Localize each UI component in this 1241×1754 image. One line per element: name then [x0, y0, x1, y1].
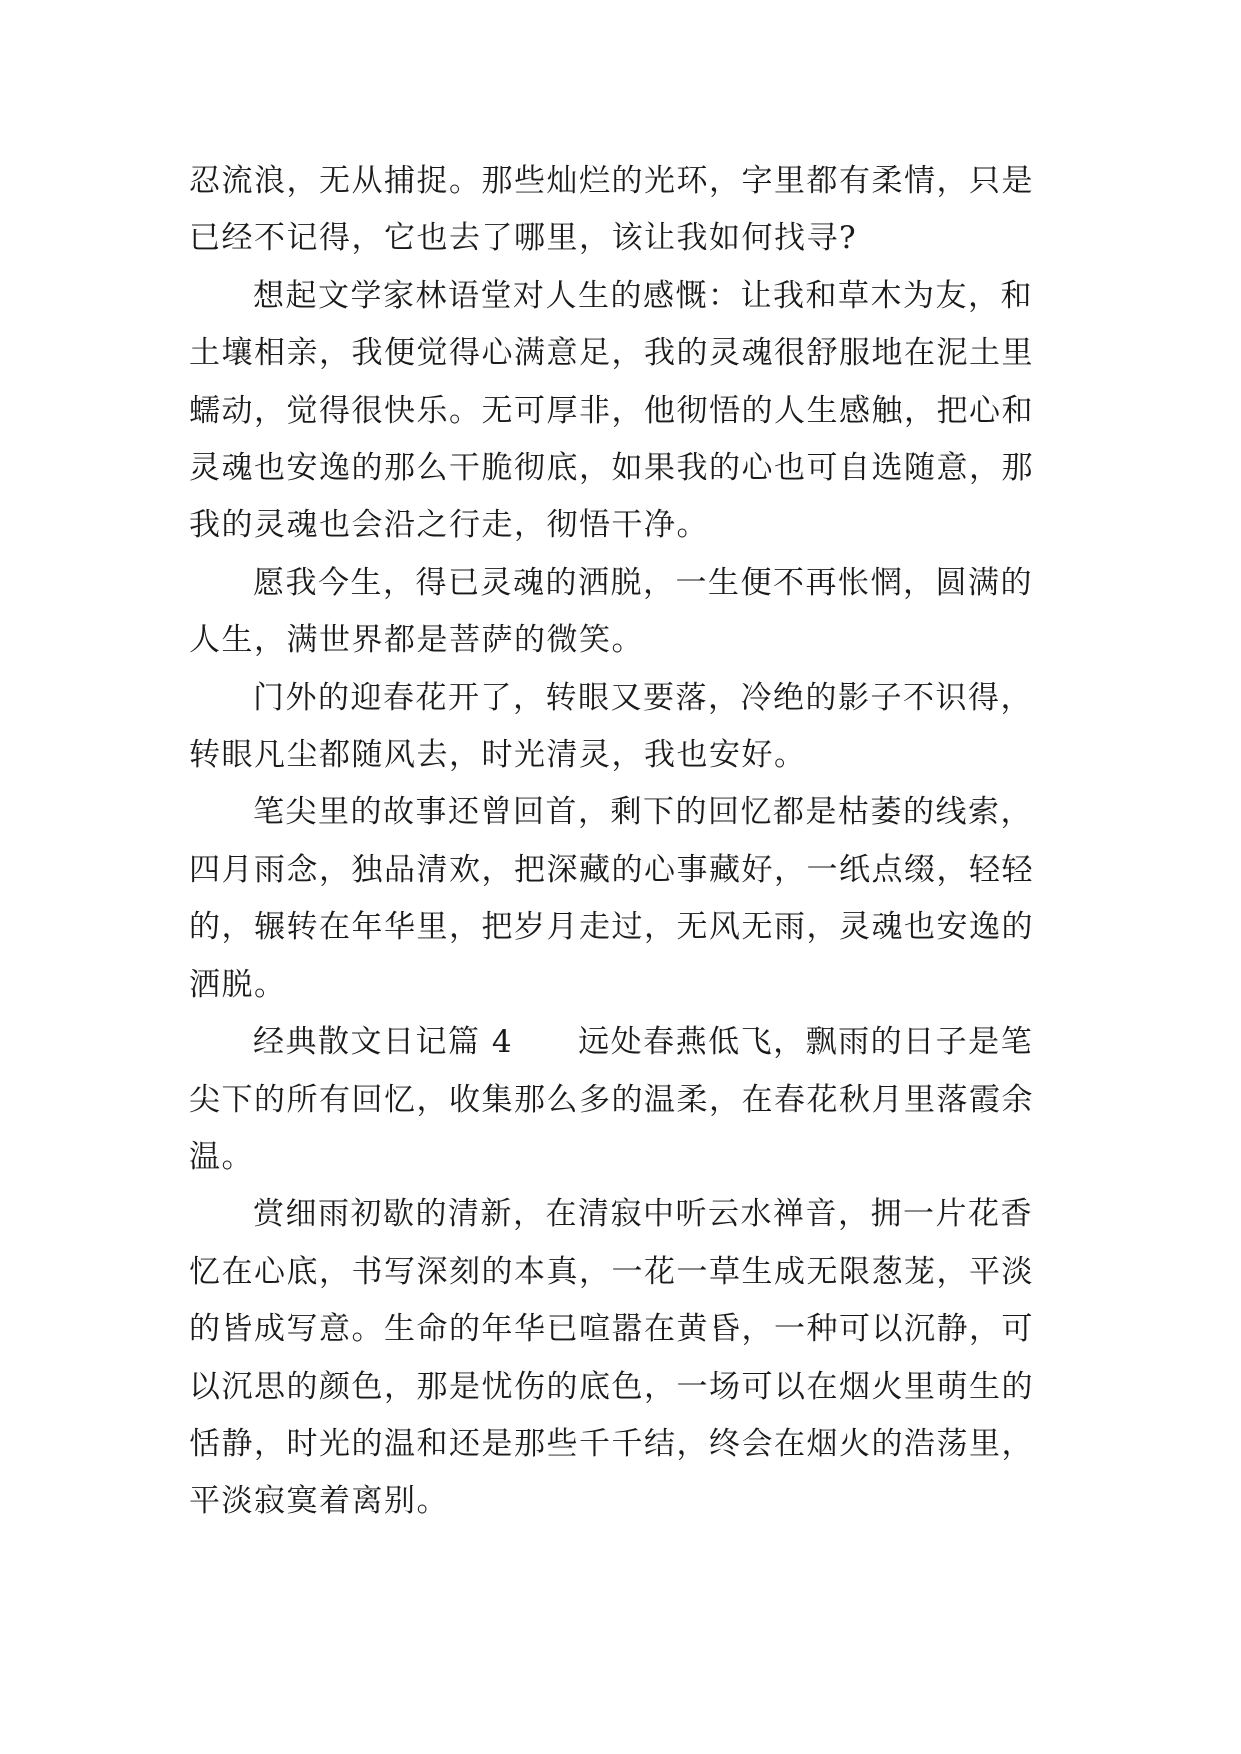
paragraph-1 [189, 153, 1057, 268]
text-line: 门外的迎春花开了，转眼又要落，冷绝的影子不识得， [253, 679, 1033, 716]
text-line: 的，辗转在年华里，把岁月走过，无风无雨，灵魂也安逸的 [189, 909, 1034, 946]
text-line: 忆在心底，书写深刻的本真，一花一草生成无限葱茏，平淡 [189, 1253, 1034, 1290]
text-line: 经典散文日记篇 4 远处春燕低飞，飘雨的日子是笔 [253, 1024, 1034, 1061]
paragraph-5 [189, 784, 1057, 1014]
text-line: 蠕动，觉得很快乐。无可厚非，他彻悟的人生感触，把心和 [189, 392, 1034, 429]
paragraph-3 [189, 555, 1057, 670]
text-line: 以沉思的颜色，那是忧伤的底色，一场可以在烟火里萌生的 [189, 1368, 1034, 1405]
text-line: 平淡寂寞着离别。 [189, 1483, 449, 1520]
text-line: 已经不记得，它也去了哪里，该让我如何找寻? [189, 220, 858, 257]
text-line: 洒脱。 [189, 966, 287, 1003]
text-line: 赏细雨初歇的清新，在清寂中听云水禅音，拥一片花香 [253, 1196, 1033, 1233]
text-line: 尖下的所有回忆，收集那么多的温柔，在春花秋月里落霞余 [189, 1081, 1034, 1118]
text-line: 四月雨念，独品清欢，把深藏的心事藏好，一纸点缀，轻轻 [189, 851, 1034, 888]
text-line: 转眼凡尘都随风去，时光清灵，我也安好。 [189, 737, 807, 774]
paragraph-7 [189, 1186, 1057, 1530]
text-line: 人生，满世界都是菩萨的微笑。 [189, 622, 644, 659]
paragraph-6 [189, 1014, 1057, 1186]
paragraph-2 [189, 268, 1057, 555]
text-line: 灵魂也安逸的那么干脆彻底，如果我的心也可自选随意，那 [189, 450, 1034, 487]
text-line: 想起文学家林语堂对人生的感慨：让我和草木为友，和 [253, 277, 1033, 314]
text-line: 恬静，时光的温和还是那些千千结，终会在烟火的浩荡里， [189, 1425, 1034, 1462]
text-line: 土壤相亲，我便觉得心满意足，我的灵魂很舒服地在泥土里 [189, 335, 1034, 372]
text-line: 的皆成写意。生命的年华已喧嚣在黄昏，一种可以沉静，可 [189, 1311, 1034, 1348]
paragraph-4 [189, 670, 1057, 785]
text-line: 笔尖里的故事还曾回首，剩下的回忆都是枯萎的线索， [253, 794, 1033, 831]
text-line: 忍流浪，无从捕捉。那些灿烂的光环，字里都有柔情，只是 [189, 163, 1034, 199]
text-line: 温。 [189, 1138, 254, 1175]
text-line: 愿我今生，得已灵魂的洒脱，一生便不再怅惘，圆满的 [253, 564, 1033, 601]
document-body [189, 153, 1057, 1531]
text-line: 我的灵魂也会沿之行走，彻悟干净。 [189, 507, 709, 544]
